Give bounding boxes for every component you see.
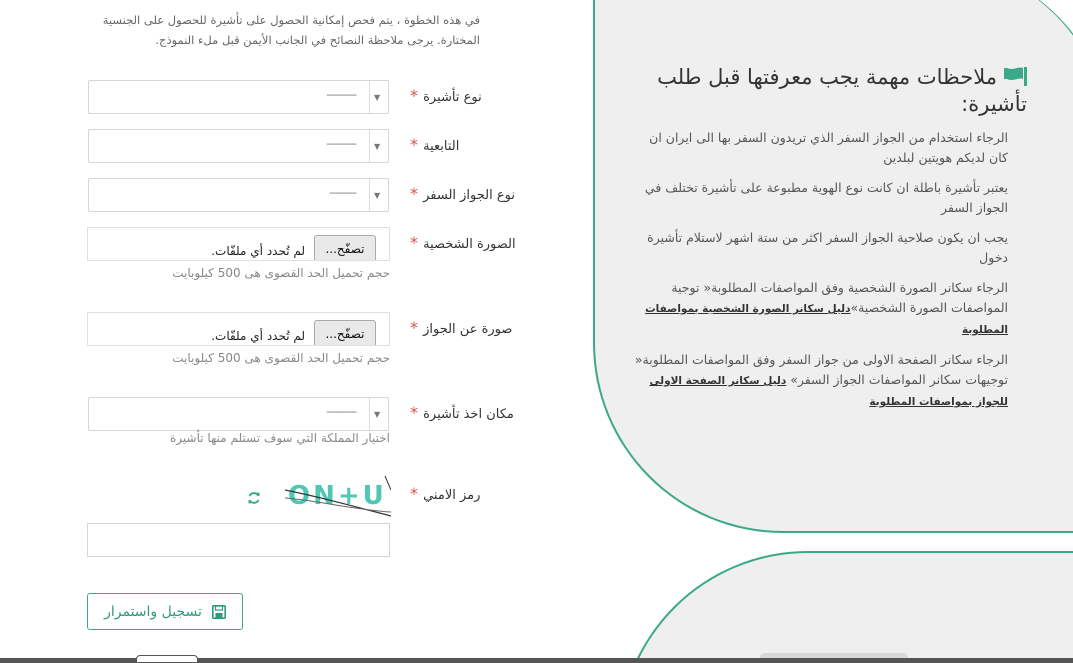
- nationality-label-text: التابعية: [423, 139, 460, 154]
- visa-type-value: ----------: [326, 88, 356, 101]
- captcha-text: ON+U: [288, 481, 387, 511]
- personal-photo-label: [410, 233, 522, 252]
- secondary-panel: [618, 551, 1073, 663]
- note-item: [628, 350, 1008, 412]
- file-size-hint: حجم تحميل الحد القصوى هى 500 كيلوبايت: [172, 266, 390, 280]
- note-text: يجب ان يكون صلاحية الجواز السفر اكثر من ستة اشهر لاستلام تأشيرة دخول: [647, 230, 1008, 265]
- save-continue-button[interactable]: [87, 593, 243, 630]
- required-mark: *: [410, 233, 418, 252]
- note-text: يعتبر تأشيرة باطلة ان كانت نوع الهوية مطبوعة على تأشيرة تختلف في الجواز السفر: [644, 180, 1008, 215]
- chevron-down-icon: ▼: [374, 410, 381, 419]
- browse-button[interactable]: تصفّح...: [314, 235, 376, 261]
- note-item: [628, 228, 1008, 268]
- refresh-icon[interactable]: [247, 491, 261, 505]
- visa-place-value: ----------: [326, 405, 356, 418]
- note-item: [628, 128, 1008, 168]
- personal-photo-file-input[interactable]: [87, 227, 390, 261]
- chevron-down-icon: ▼: [374, 93, 381, 102]
- visa-type-select[interactable]: [88, 80, 389, 114]
- select-divider: [369, 179, 370, 211]
- visa-place-select[interactable]: [88, 397, 389, 431]
- required-mark: *: [410, 318, 418, 337]
- passport-photo-label: [410, 318, 522, 337]
- visa-type-label-text: نوع تأشيرة: [423, 90, 482, 105]
- select-divider: [369, 81, 370, 113]
- required-mark: *: [410, 135, 418, 154]
- select-divider: [369, 398, 370, 430]
- notes-list: [628, 128, 1008, 422]
- notes-title-text: ملاحظات مهمة يجب معرفتها قبل طلب تأشيرة:: [657, 65, 1027, 116]
- note-text: الرجاء سكانر الصورة الشخصية وفق المواصفات المطلوبة« توجية المواصفات الصورة الشخصية»: [671, 280, 1008, 315]
- visa-place-label: [410, 403, 522, 422]
- photo-guide-link[interactable]: دليل سكانر الصورة الشخصية بمواصفات المطلوبة: [645, 303, 1008, 336]
- nationality-value: ----------: [326, 137, 356, 150]
- save-continue-label: تسجيل واستمرار: [104, 603, 202, 620]
- form-intro: في هذه الخطوة ، يتم فحص إمكانية الحصول على تأشيرة للحصول على الجنسية المختارة. يرجى ملاحظة النصائح في الجانب الأيمن قبل ملء النموذج.: [102, 13, 480, 47]
- note-item: [628, 178, 1008, 218]
- security-code-label: [410, 484, 522, 503]
- personal-photo-label-text: الصورة الشخصية: [423, 237, 516, 252]
- passport-type-label: [410, 184, 522, 203]
- browse-button[interactable]: تصفّح...: [314, 320, 376, 346]
- file-status: لم تُحدد أي ملفّات.: [211, 244, 305, 258]
- passport-type-select[interactable]: [88, 178, 389, 212]
- required-mark: *: [410, 484, 418, 503]
- passport-photo-file-input[interactable]: [87, 312, 390, 346]
- note-item: [628, 278, 1008, 340]
- visa-type-label: [410, 86, 522, 105]
- nationality-label: [410, 135, 522, 154]
- passport-type-value: ---------: [329, 186, 356, 199]
- passport-type-label-text: نوع الجواز السفر: [423, 188, 515, 203]
- visa-place-label-text: مكان اخذ تأشيرة: [423, 407, 514, 422]
- required-mark: *: [410, 403, 418, 422]
- select-divider: [369, 130, 370, 162]
- window-bottom-edge: [0, 658, 1073, 663]
- passport-photo-label-text: صورة عن الجواز: [423, 322, 513, 337]
- file-size-hint: حجم تحميل الحد القصوى هى 500 كيلوبايت: [172, 351, 390, 365]
- chevron-down-icon: ▼: [374, 142, 381, 151]
- save-icon: [212, 605, 226, 619]
- passport-guide-link[interactable]: دليل سكانر الصفحة الاولى للجواز بمواصفات المطلوبة: [649, 375, 1008, 408]
- visa-place-hint: اختيار المملكة التي سوف تستلم منها تأشيرة: [170, 431, 390, 445]
- required-mark: *: [410, 86, 418, 105]
- security-code-input[interactable]: [87, 523, 390, 557]
- nationality-select[interactable]: [88, 129, 389, 163]
- note-text: الرجاء استخدام من الجواز السفر الذي تريدون السفر بها الى ايران ان كان لديكم هويتين لبلدين: [649, 130, 1008, 165]
- security-code-label-text: رمز الامني: [423, 488, 481, 503]
- bottom-tab: [136, 655, 198, 663]
- captcha-image: [285, 476, 391, 518]
- file-status: لم تُحدد أي ملفّات.: [211, 329, 305, 343]
- chevron-down-icon: ▼: [374, 191, 381, 200]
- notes-title: [647, 64, 1027, 118]
- required-mark: *: [410, 184, 418, 203]
- note-text: الرجاء سكانر الصفحة الاولى من جواز السفر وفق المواصفات المطلوبة« توجيهات سكانر المواصفات الجواز السفر»: [634, 352, 1008, 387]
- flag-icon: [1003, 67, 1027, 86]
